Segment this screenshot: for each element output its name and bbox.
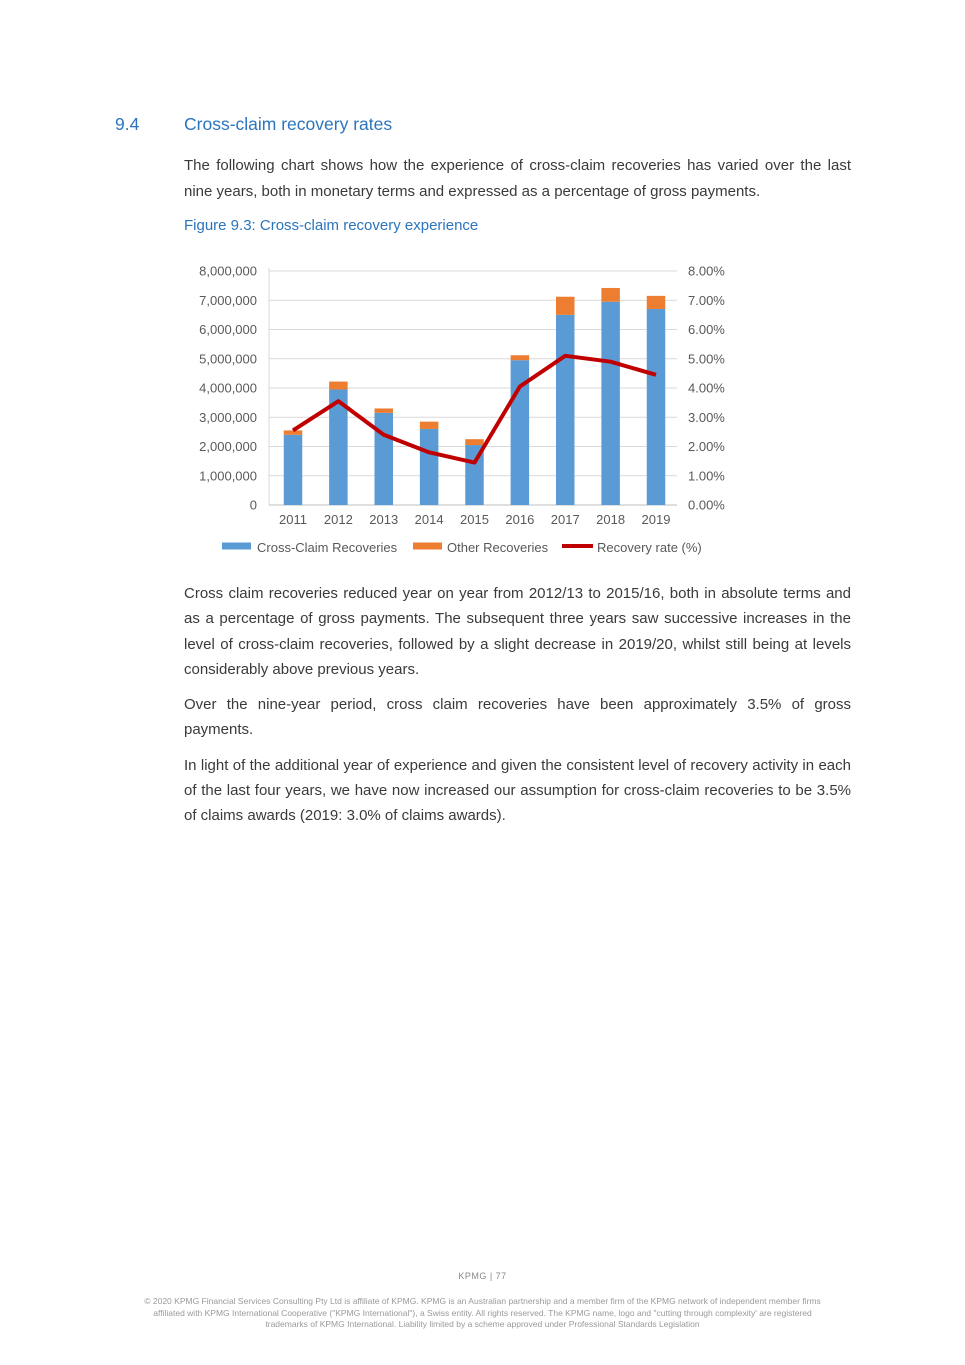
legend-swatch-other [413,543,442,550]
stacked-bar-2014 [420,422,439,505]
x-axis-label: 2014 [414,512,444,527]
fine-print-line: affiliated with KPMG International Cooperative ("KPMG International"), a Swiss entity. All rights reserved. The KPMG name, logo and "cutting through complexity' are registered [153,1307,812,1318]
right-axis-tick-label: 4.00% [688,380,725,396]
left-axis-tick-label: 2,000,000 [199,439,257,454]
right-axis-tick-label: 6.00% [688,322,725,337]
right-axis-tick-label: 8.00% [688,263,725,279]
stacked-bar-2011 [284,430,303,505]
stacked-bar-2018 [601,288,620,505]
intro-paragraph: The following chart shows how the experience of cross-claim recoveries has varied over the last nine years, both in monetary terms and expressed as a percentage of gross payments. [184,157,851,200]
left-axis-tick-label: 5,000,000 [199,351,257,367]
paragraph: Over the nine-year period, cross claim recoveries have been approximately 3.5% of gross payments. [184,696,851,739]
right-axis-tick-label: 0.00% [688,497,725,513]
chart-x-axis-labels [279,512,670,527]
section-heading [115,114,392,135]
fine-print-line: trademarks of KPMG International. Liability limited by a scheme approved under Professional Standards Legislation [265,1319,700,1329]
legend-label: Recovery rate (%) [597,540,702,555]
x-axis-label: 2016 [505,512,535,527]
x-axis-label: 2019 [641,512,671,527]
left-axis-tick-label: 0 [249,497,257,513]
legend-label: Cross-Claim Recoveries [257,540,398,555]
right-axis-tick-label: 2.00% [688,439,725,454]
figure-caption: Figure 9.3: Cross-claim recovery experience [184,217,479,234]
left-axis-tick-label: 4,000,000 [199,380,257,396]
left-axis-tick-label: 8,000,000 [199,263,257,279]
figure-chart [190,262,740,557]
section-title: Cross-claim recovery rates [184,114,393,134]
legend-swatch-cross-claim [222,543,251,550]
footer-page-label: KPMG | 77 [458,1271,507,1281]
stacked-bar-2016 [511,355,530,505]
left-axis-tick-label: 1,000,000 [199,468,257,484]
left-axis-tick-label: 6,000,000 [199,322,257,337]
left-axis-tick-label: 3,000,000 [199,409,257,425]
x-axis-label: 2012 [323,512,353,527]
x-axis-label: 2018 [596,512,626,527]
x-axis-label: 2017 [550,512,580,527]
x-axis-label: 2013 [369,512,399,527]
stacked-bar-2019 [647,296,666,505]
section-number: 9.4 [115,114,140,134]
paragraph: Cross claim recoveries reduced year on year from 2012/13 to 2015/16, both in absolute terms and as a percentage of gross payments. The subsequent three years saw successive increases in the level of cross-claim recoveries, followed by a slight decrease in 2019/20, whilst still being at levels considerably above previous years. [184,585,851,678]
x-axis-label: 2015 [460,512,489,527]
footer-fine-print [103,1296,863,1331]
right-axis-tick-label: 7.00% [688,292,725,308]
right-axis-tick-label: 5.00% [688,351,725,367]
chart-legend [222,540,702,555]
stacked-bar-2017 [556,297,575,505]
right-axis-tick-label: 1.00% [688,468,725,484]
legend-swatch-recovery-rate [562,544,593,548]
chart-svg [190,262,740,557]
fine-print-line: © 2020 KPMG Financial Services Consulting Pty Ltd is affiliate of KPMG. KPMG is an Australian partnership and a member firm of the KPMG network of independent member firms [144,1296,821,1306]
body-paragraphs [184,581,851,839]
chart-bars [284,288,666,505]
left-axis-tick-label: 7,000,000 [199,292,257,308]
paragraph: In light of the additional year of experience and given the consistent level of recovery activity in each of the last four years, we have now increased our assumption for cross-claim recoveries to be 3.5% of claims awards (2019: 3.0% of claims awards). [184,756,851,825]
x-axis-label: 2011 [279,512,307,527]
legend-label: Other Recoveries [447,540,549,555]
right-axis-tick-label: 3.00% [688,409,725,425]
stacked-bar-2013 [375,408,394,505]
